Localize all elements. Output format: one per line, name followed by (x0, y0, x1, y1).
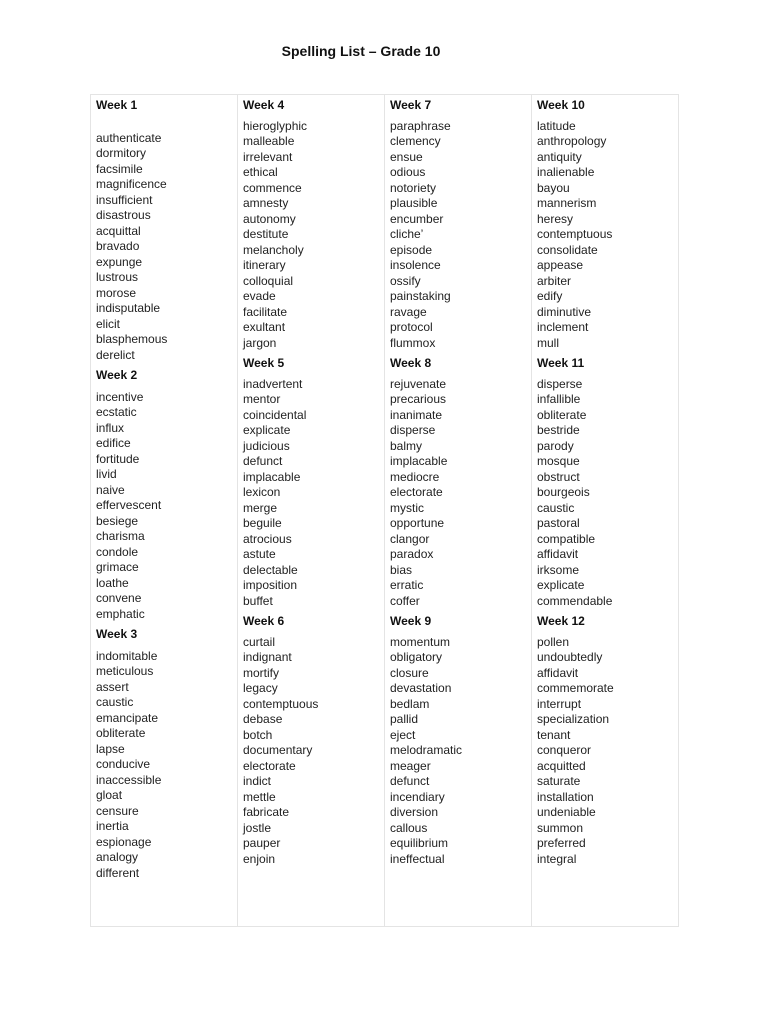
list-item: delectable (243, 562, 298, 577)
table-column (385, 95, 532, 927)
table-column (91, 95, 238, 927)
word-list (537, 377, 678, 610)
list-item: bayou (537, 180, 570, 195)
list-item: diminutive (537, 304, 592, 319)
list-item: emancipate (96, 710, 159, 725)
list-item: facilitate (243, 304, 288, 319)
list-item: lapse (96, 741, 125, 756)
list-item: affidavit (537, 547, 579, 561)
list-item: effervescent (96, 498, 162, 512)
list-item: infallible (537, 392, 581, 406)
spelling-table (90, 94, 679, 927)
week-section (96, 627, 237, 881)
list-item: odious (390, 165, 426, 179)
list-item: clangor (390, 531, 430, 546)
list-item: bestride (537, 423, 580, 437)
week-section (96, 368, 237, 622)
week-section (537, 614, 678, 867)
list-item: pastoral (537, 516, 580, 530)
list-item: painstaking (390, 289, 451, 303)
list-item: autonomy (243, 211, 296, 226)
list-item: devastation (390, 681, 452, 695)
word-list (390, 635, 531, 868)
list-item: bourgeois (537, 485, 590, 499)
list-item: contemptuous (537, 227, 613, 241)
word-list (96, 131, 237, 364)
list-item: insolence (390, 258, 441, 272)
list-item: momentum (390, 634, 451, 649)
week-section (390, 614, 531, 867)
list-item: defunct (390, 774, 430, 788)
week-title: Week 7 (390, 98, 432, 112)
list-item: authenticate (96, 130, 162, 145)
list-item: inanimate (390, 407, 443, 422)
list-item: inclement (537, 320, 589, 334)
list-item: fabricate (243, 805, 290, 819)
list-item: bias (390, 562, 413, 577)
list-item: contemptuous (243, 696, 319, 711)
list-item: ravage (390, 304, 427, 319)
list-item: censure (96, 803, 139, 818)
list-item: defunct (243, 454, 283, 468)
list-item: hieroglyphic (243, 118, 308, 133)
list-item: obligatory (390, 650, 443, 664)
list-item: summon (537, 820, 584, 835)
list-item: malleable (243, 134, 295, 148)
list-item: charisma (96, 529, 145, 543)
list-item: merge (243, 500, 278, 515)
list-item: elicit (96, 316, 121, 331)
list-item: erratic (390, 578, 424, 592)
list-item: plausible (390, 196, 438, 210)
list-item: ineffectual (390, 851, 445, 866)
list-item: specialization (537, 712, 610, 726)
list-item: assert (96, 679, 129, 694)
list-item: pauper (243, 836, 281, 850)
week-section (537, 98, 678, 351)
list-item: obliterate (96, 726, 146, 740)
list-item: dormitory (96, 146, 147, 160)
list-item: consolidate (537, 242, 598, 257)
list-item: heresy (537, 211, 574, 226)
week-title: Week 4 (243, 98, 285, 112)
list-item: inertia (96, 819, 129, 833)
list-item: obliterate (537, 407, 587, 422)
word-list (243, 377, 384, 610)
table-column (532, 95, 679, 927)
list-item: eject (390, 727, 416, 742)
table-column (238, 95, 385, 927)
list-item: mettle (243, 789, 276, 804)
word-list (96, 390, 237, 623)
list-item: loathe (96, 575, 129, 590)
list-item: precarious (390, 392, 447, 406)
list-item: ossify (390, 273, 421, 288)
list-item: condole (96, 544, 139, 559)
list-item: integral (537, 851, 577, 866)
list-item: disastrous (96, 208, 151, 222)
list-item: irksome (537, 562, 580, 577)
list-item: conducive (96, 757, 151, 771)
list-item: flummox (390, 335, 436, 350)
list-item: tenant (537, 727, 571, 742)
list-item: parody (537, 438, 574, 453)
list-item: installation (537, 789, 594, 804)
list-item: colloquial (243, 273, 294, 288)
list-item: protocol (390, 320, 433, 334)
list-item: mannerism (537, 196, 597, 210)
week-title: Week 12 (537, 614, 585, 628)
list-item: different (96, 865, 140, 880)
list-item: mortify (243, 665, 279, 680)
list-item: undeniable (537, 805, 596, 819)
list-item: grimace (96, 560, 139, 574)
list-item: lustrous (96, 270, 139, 284)
list-item: cliche’ (390, 227, 424, 241)
week-section (390, 98, 531, 351)
list-item: arbiter (537, 273, 572, 288)
list-item: mull (537, 335, 560, 350)
list-item: derelict (96, 347, 135, 362)
list-item: edify (537, 289, 563, 303)
list-item: electorate (390, 485, 443, 499)
week-section (537, 356, 678, 609)
list-item: interrupt (537, 696, 582, 711)
list-item: documentary (243, 743, 313, 757)
week-section (243, 98, 384, 351)
list-item: encumber (390, 211, 444, 226)
list-item: affidavit (537, 665, 579, 680)
list-item: morose (96, 285, 137, 300)
list-item: latitude (537, 118, 576, 133)
list-item: acquitted (537, 758, 586, 773)
word-list (390, 377, 531, 610)
list-item: paradox (390, 547, 434, 561)
list-item: caustic (96, 695, 134, 709)
list-item: exultant (243, 320, 286, 334)
list-item: convene (96, 591, 142, 605)
list-item: inaccessible (96, 772, 162, 787)
list-item: enjoin (243, 851, 276, 866)
list-item: equilibrium (390, 836, 449, 850)
list-item: paraphrase (390, 118, 451, 133)
list-item: caustic (537, 500, 575, 515)
list-item: pallid (390, 712, 419, 726)
week-title: Week 2 (96, 368, 138, 382)
week-title: Week 10 (537, 98, 585, 112)
word-list (96, 649, 237, 882)
word-list (390, 119, 531, 352)
list-item: antiquity (537, 149, 582, 164)
week-title: Week 11 (537, 356, 585, 370)
list-item: saturate (537, 774, 581, 788)
list-item: analogy (96, 850, 139, 864)
list-item: emphatic (96, 606, 145, 621)
list-item: debase (243, 712, 283, 726)
list-item: beguile (243, 516, 282, 530)
list-item: bravado (96, 239, 140, 253)
list-item: besiege (96, 513, 139, 528)
list-item: indignant (243, 650, 292, 664)
list-item: influx (96, 420, 125, 435)
list-item: naive (96, 482, 125, 497)
list-item: expunge (96, 254, 143, 269)
list-item: ethical (243, 165, 278, 179)
list-item: episode (390, 242, 433, 257)
word-list (243, 119, 384, 352)
list-item: judicious (243, 438, 290, 453)
week-title: Week 6 (243, 614, 285, 628)
week-section (390, 356, 531, 609)
word-list (537, 635, 678, 868)
week-title: Week 8 (390, 356, 432, 370)
week-section (243, 356, 384, 609)
list-item: mosque (537, 454, 580, 468)
list-item: lexicon (243, 485, 281, 499)
list-item: rejuvenate (390, 376, 447, 391)
list-item: edifice (96, 436, 131, 450)
list-item: fortitude (96, 451, 140, 466)
list-item: commence (243, 180, 302, 195)
list-item: irrelevant (243, 149, 293, 164)
list-item: mystic (390, 500, 424, 515)
word-list (537, 119, 678, 352)
list-item: coincidental (243, 407, 307, 422)
list-item: magnificence (96, 177, 167, 191)
list-item: pollen (537, 634, 570, 649)
week-section (96, 98, 237, 363)
list-item: diversion (390, 805, 439, 819)
list-item: indomitable (96, 648, 158, 663)
list-item: astute (243, 547, 276, 561)
list-item: appease (537, 258, 584, 272)
list-item: closure (390, 665, 429, 680)
list-item: electorate (243, 758, 296, 773)
list-item: curtail (243, 634, 276, 649)
list-item: botch (243, 727, 273, 742)
list-item: compatible (537, 531, 596, 546)
list-item: preferred (537, 836, 586, 850)
list-item: anthropology (537, 134, 607, 148)
list-item: explicate (243, 423, 291, 437)
list-item: jargon (243, 335, 277, 350)
list-item: indict (243, 774, 272, 788)
week-section (243, 614, 384, 867)
list-item: callous (390, 820, 428, 835)
week-title: Week 9 (390, 614, 432, 628)
list-item: amnesty (243, 196, 289, 210)
list-item: commemorate (537, 681, 614, 695)
list-item: clemency (390, 134, 441, 148)
week-title: Week 5 (243, 356, 285, 370)
list-item: destitute (243, 227, 289, 241)
list-item: bedlam (390, 696, 430, 711)
list-item: inalienable (537, 165, 595, 179)
list-item: acquittal (96, 223, 141, 238)
list-item: opportune (390, 516, 445, 530)
list-item: mediocre (390, 469, 440, 484)
list-item: balmy (390, 438, 423, 453)
list-item: evade (243, 289, 276, 303)
list-item: undoubtedly (537, 650, 603, 664)
list-item: espionage (96, 834, 152, 849)
list-item: inadvertent (243, 376, 303, 391)
week-title: Week 1 (96, 98, 138, 112)
list-item: conqueror (537, 743, 592, 757)
list-item: incentive (96, 389, 144, 404)
list-item: imposition (243, 578, 298, 592)
list-item: legacy (243, 681, 278, 695)
list-item: meticulous (96, 664, 154, 678)
list-item: indisputable (96, 301, 161, 315)
list-item: ecstatic (96, 405, 137, 419)
list-item: buffet (243, 593, 273, 608)
week-title: Week 3 (96, 627, 138, 641)
list-item: implacable (243, 469, 301, 484)
list-item: melodramatic (390, 743, 463, 757)
list-item: meager (390, 758, 431, 773)
word-list (243, 635, 384, 868)
list-item: commendable (537, 593, 613, 608)
list-item: ensue (390, 149, 423, 164)
list-item: facsimile (96, 161, 143, 176)
list-item: atrocious (243, 531, 292, 546)
list-item: disperse (537, 376, 583, 391)
list-item: jostle (243, 820, 272, 835)
list-item: gloat (96, 788, 123, 802)
list-item: mentor (243, 392, 281, 406)
list-item: blasphemous (96, 332, 168, 346)
list-item: incendiary (390, 789, 445, 804)
list-item: insufficient (96, 192, 153, 207)
list-item: implacable (390, 454, 448, 468)
list-item: disperse (390, 423, 436, 437)
list-item: obstruct (537, 469, 580, 484)
list-item: coffer (390, 593, 420, 608)
page-title: Spelling List – Grade 10 (281, 43, 441, 59)
list-item: itinerary (243, 258, 286, 272)
list-item: explicate (537, 578, 585, 592)
list-item: notoriety (390, 180, 437, 195)
list-item: melancholy (243, 242, 304, 257)
list-item: livid (96, 467, 117, 481)
